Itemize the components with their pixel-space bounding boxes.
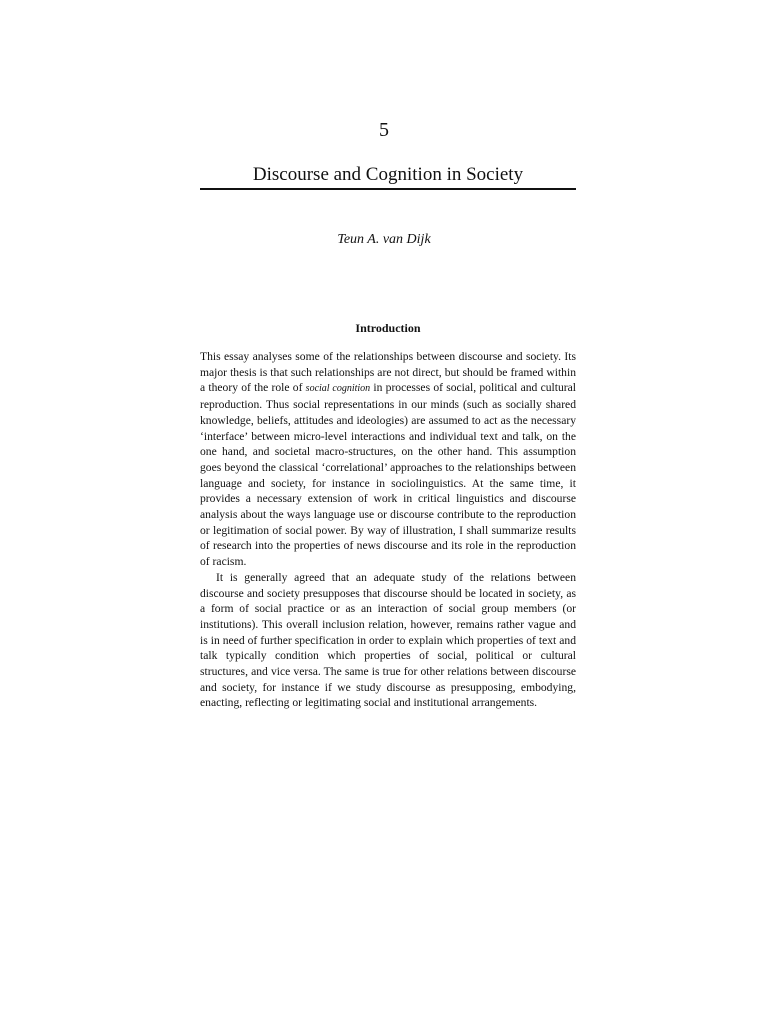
chapter-number: 5 [379,119,389,141]
emphasis-social-cognition: social cognition [305,383,371,395]
title-rule [200,188,576,190]
body-text [200,349,576,711]
section-heading: Introduction [355,321,421,335]
author-name: Teun A. van Dijk [337,232,431,247]
paragraph-1-text-a: This essay analyses some of the relationships between discourse and society. Its major thesis is that such relationships are not direct, but should be framed within a theory of the role of [200,350,576,395]
paragraph-1-text-b: in processes of social, political and cultural reproduction. Thus social representations in our minds (such as socially shared knowledge, beliefs, attitudes and ideologies) are assumed to act as the necessary ‘interface’ between micro-level interactions and individual text and talk, on the one hand, and societal macro-structures, on the other hand. This assumption goes beyond the classical ‘correlational’ approaches to the relationships between language and society, for instance in sociolinguistics. At the same time, it provides a necessary extension of work in critical linguistics and discourse analysis about the ways language use or discourse contribute to the reproduction or legitimation of social power. By way of illustration, I shall summarize results of research into the properties of news discourse and its role in the reproduction of racism. [200,381,576,569]
paragraph-2: It is generally agreed that an adequate study of the relations between discourse and society presupposes that discourse should be located in society, as a form of social practice or as an interaction of social group members (or institutions). This overall inclusion relation, however, remains rather vague and is in need of further specification in order to explain which properties of text and talk typically condition which properties of social, political or cultural structures, and vice versa. The same is true for other relations between discourse and society, for instance if we study discourse as presupposing, embodying, enacting, reflecting or legitimating social and institutional arrangements. [200,570,576,710]
paragraph-1 [200,349,576,570]
chapter-title: Discourse and Cognition in Society [252,164,524,185]
